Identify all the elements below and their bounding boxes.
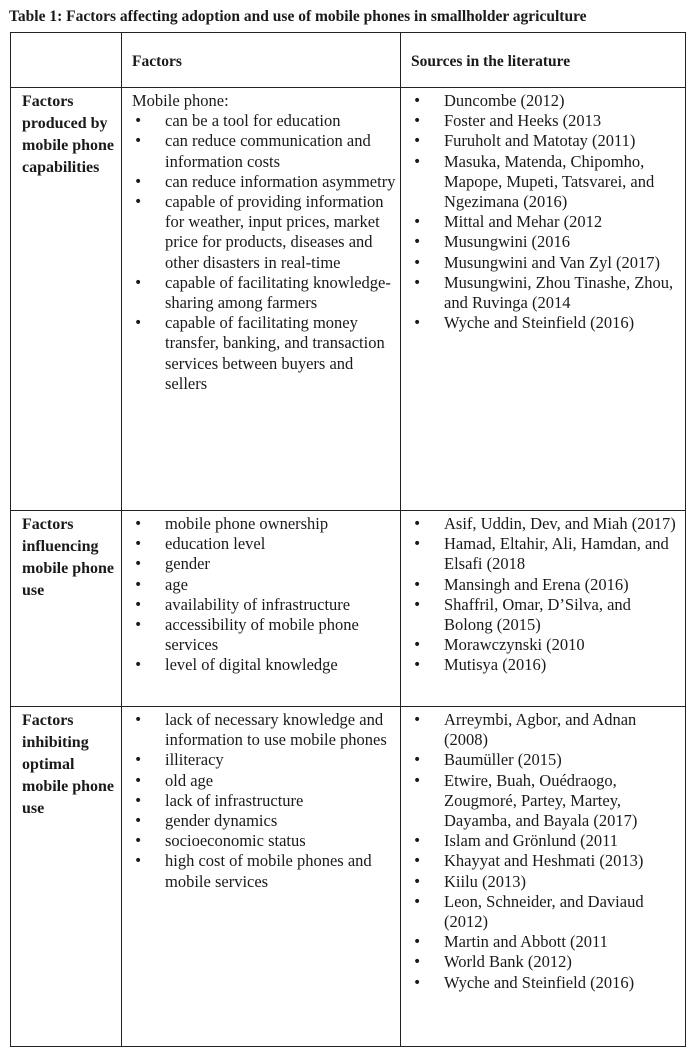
- row-label: Factors inhibiting optimal mobile phone use: [11, 707, 122, 1047]
- list-item: [132, 851, 396, 891]
- list-item-text: age: [165, 574, 188, 594]
- list-item-text: high cost of mobile phones and mobile services: [165, 851, 372, 891]
- list-item: [132, 192, 396, 273]
- list-item-text: lack of infrastructure: [165, 790, 304, 810]
- table-row: [11, 88, 686, 511]
- sources-list: [411, 710, 681, 993]
- list-item: [411, 91, 681, 111]
- bullet-icon: •: [413, 657, 422, 674]
- factors-cell: [122, 88, 401, 511]
- list-item-text: can reduce communication and information costs: [165, 131, 371, 171]
- list-item: [411, 932, 681, 952]
- list-item: [132, 750, 396, 770]
- bullet-icon: •: [134, 315, 143, 332]
- bullet-icon: •: [413, 853, 422, 870]
- bullet-icon: •: [134, 853, 143, 870]
- list-item-text: Baumüller (2015): [444, 750, 562, 770]
- bullet-icon: •: [134, 657, 143, 674]
- list-item-text: Musungwini, Zhou Tinashe, Zhou, and Ruvinga (2014: [444, 272, 674, 313]
- list-item: [411, 534, 681, 574]
- row-label: Factors influencing mobile phone use: [11, 511, 122, 707]
- list-item-text: Musungwini and Van Zyl (2017): [444, 252, 661, 272]
- list-item: [132, 771, 396, 791]
- list-item-text: capable of facilitating knowledge-sharing among farmers: [165, 272, 391, 313]
- list-item-text: Khayyat and Heshmati (2013): [444, 851, 644, 871]
- bullet-icon: •: [413, 516, 422, 532]
- list-item-text: availability of infrastructure: [165, 594, 351, 614]
- bullet-icon: •: [134, 516, 143, 532]
- bullet-icon: •: [134, 576, 143, 593]
- bullet-icon: •: [413, 113, 422, 130]
- list-item-text: Etwire, Buah, Ouédraogo, Zougmoré, Partey, Martey, Dayamba, and Bayala (2017): [444, 770, 638, 831]
- list-item: [411, 655, 681, 675]
- list-item: [132, 710, 396, 750]
- header-factors: Factors: [122, 33, 401, 88]
- list-item-text: lack of necessary knowledge and information to use mobile phones: [165, 710, 387, 750]
- bullet-icon: •: [413, 153, 422, 170]
- bullet-icon: •: [413, 954, 422, 971]
- bullet-icon: •: [134, 556, 143, 573]
- list-item-text: accessibility of mobile phone services: [165, 615, 359, 655]
- bullet-icon: •: [134, 833, 143, 850]
- bullet-icon: •: [134, 712, 143, 728]
- list-item-text: socioeconomic status: [165, 831, 306, 851]
- list-item: [132, 111, 396, 131]
- list-item: [132, 615, 396, 655]
- list-item: [411, 635, 681, 655]
- list-item-text: Mittal and Mehar (2012: [444, 212, 603, 232]
- list-item: [132, 655, 396, 675]
- factors-cell: [122, 707, 401, 1047]
- list-item: [132, 514, 396, 534]
- bullet-icon: •: [413, 772, 422, 789]
- list-item: [411, 710, 681, 750]
- list-item-text: level of digital knowledge: [165, 655, 338, 675]
- list-item-text: capable of providing information for weather, input prices, market price for products, diseases and other disasters in real-time: [165, 192, 384, 272]
- list-item: [132, 575, 396, 595]
- list-item-text: Asif, Uddin, Dev, and Miah (2017): [444, 514, 676, 533]
- factors-intro: Mobile phone:: [132, 91, 229, 110]
- sources-cell: [401, 88, 686, 511]
- bullet-icon: •: [413, 974, 422, 991]
- list-item-text: Morawczynski (2010: [444, 635, 585, 655]
- bullet-icon: •: [134, 133, 143, 150]
- bullet-icon: •: [413, 893, 422, 910]
- list-item: [132, 313, 396, 394]
- bullet-icon: •: [134, 752, 143, 769]
- bullet-icon: •: [413, 873, 422, 890]
- list-item-text: can be a tool for education: [165, 111, 341, 131]
- bullet-icon: •: [134, 173, 143, 190]
- list-item-text: gender dynamics: [165, 811, 278, 831]
- list-item: [411, 232, 681, 252]
- factors-list: [132, 710, 396, 892]
- list-item: [411, 273, 681, 313]
- factors-list: [132, 514, 396, 676]
- bullet-icon: •: [413, 752, 422, 769]
- factors-cell: [122, 511, 401, 707]
- table-row: [11, 511, 686, 707]
- list-item-text: Masuka, Matenda, Chipomho, Mapope, Mupeti, Tatsvarei, and Ngezimana (2016): [444, 151, 655, 212]
- list-item: [411, 851, 681, 871]
- list-item-text: mobile phone ownership: [165, 514, 329, 533]
- list-item: [411, 771, 681, 832]
- list-item-text: Leon, Schneider, and Daviaud (2012): [444, 891, 644, 932]
- list-item-text: Kiilu (2013): [444, 871, 527, 891]
- sources-list: [411, 91, 681, 333]
- list-item: [132, 554, 396, 574]
- list-item-text: World Bank (2012): [444, 952, 572, 972]
- sources-list: [411, 514, 681, 676]
- bullet-icon: •: [134, 274, 143, 291]
- bullet-icon: •: [413, 214, 422, 231]
- bullet-icon: •: [134, 113, 143, 130]
- list-item: [411, 212, 681, 232]
- list-item-text: Musungwini (2016: [444, 232, 571, 252]
- bullet-icon: •: [413, 274, 422, 291]
- list-item: [411, 872, 681, 892]
- list-item-text: Foster and Heeks (2013: [444, 111, 602, 131]
- list-item: [411, 973, 681, 993]
- list-item-text: Wyche and Steinfield (2016): [444, 972, 635, 992]
- sources-cell: [401, 511, 686, 707]
- table-row: [11, 707, 686, 1047]
- bullet-icon: •: [413, 637, 422, 654]
- header-empty-cell: [11, 33, 122, 88]
- bullet-icon: •: [134, 596, 143, 613]
- list-item: [411, 952, 681, 972]
- list-item-text: gender: [165, 554, 210, 574]
- list-item: [411, 831, 681, 851]
- bullet-icon: •: [413, 234, 422, 251]
- list-item: [132, 534, 396, 554]
- bullet-icon: •: [134, 617, 143, 634]
- bullet-icon: •: [413, 315, 422, 332]
- bullet-icon: •: [134, 536, 143, 553]
- bullet-icon: •: [413, 712, 422, 728]
- list-item: [132, 831, 396, 851]
- list-item-text: Furuholt and Matotay (2011): [444, 131, 636, 151]
- list-item: [132, 172, 396, 192]
- list-item-text: education level: [165, 534, 266, 554]
- list-item: [411, 750, 681, 770]
- list-item: [411, 253, 681, 273]
- list-item: [132, 131, 396, 171]
- list-item-text: Islam and Grönlund (2011: [444, 831, 618, 851]
- bullet-icon: •: [413, 93, 422, 109]
- list-item-text: Martin and Abbott (2011: [444, 932, 608, 952]
- list-item-text: Mutisya (2016): [444, 655, 547, 675]
- list-item: [132, 791, 396, 811]
- sources-cell: [401, 707, 686, 1047]
- table-caption: Table 1: Factors affecting adoption and use of mobile phones in smallholder agriculture: [9, 8, 587, 25]
- list-item-text: capable of facilitating money transfer, banking, and transaction services between buyers and sellers: [165, 313, 385, 393]
- list-item-text: Shaffril, Omar, D’Silva, and Bolong (2015): [444, 594, 631, 635]
- row-label: Factors produced by mobile phone capabilities: [11, 88, 122, 511]
- header-sources: Sources in the literature: [401, 33, 686, 88]
- list-item: [411, 131, 681, 151]
- bullet-icon: •: [134, 792, 143, 809]
- list-item-text: Arreymbi, Agbor, and Adnan (2008): [444, 710, 637, 750]
- bullet-icon: •: [413, 596, 422, 613]
- list-item-text: Mansingh and Erena (2016): [444, 574, 629, 594]
- factors-table: [10, 32, 686, 1047]
- bullet-icon: •: [413, 133, 422, 150]
- bullet-icon: •: [413, 833, 422, 850]
- list-item: [132, 273, 396, 313]
- factors-list: [132, 111, 396, 394]
- list-item: [132, 595, 396, 615]
- list-item: [411, 313, 681, 333]
- list-item-text: illiteracy: [165, 750, 224, 770]
- list-item-text: can reduce information asymmetry: [165, 171, 396, 191]
- list-item: [411, 892, 681, 932]
- bullet-icon: •: [413, 934, 422, 951]
- list-item: [411, 595, 681, 635]
- list-item: [411, 152, 681, 213]
- list-item-text: old age: [165, 770, 214, 790]
- bullet-icon: •: [413, 254, 422, 271]
- table-header-row: [11, 33, 686, 88]
- bullet-icon: •: [134, 194, 143, 211]
- list-item-text: Wyche and Steinfield (2016): [444, 313, 635, 333]
- list-item: [132, 811, 396, 831]
- list-item: [411, 111, 681, 131]
- list-item: [411, 514, 681, 534]
- bullet-icon: •: [413, 576, 422, 593]
- bullet-icon: •: [134, 772, 143, 789]
- bullet-icon: •: [134, 813, 143, 830]
- list-item-text: Duncombe (2012): [444, 91, 565, 110]
- list-item-text: Hamad, Eltahir, Ali, Hamdan, and Elsafi (2018: [444, 534, 669, 574]
- list-item: [411, 575, 681, 595]
- bullet-icon: •: [413, 536, 422, 553]
